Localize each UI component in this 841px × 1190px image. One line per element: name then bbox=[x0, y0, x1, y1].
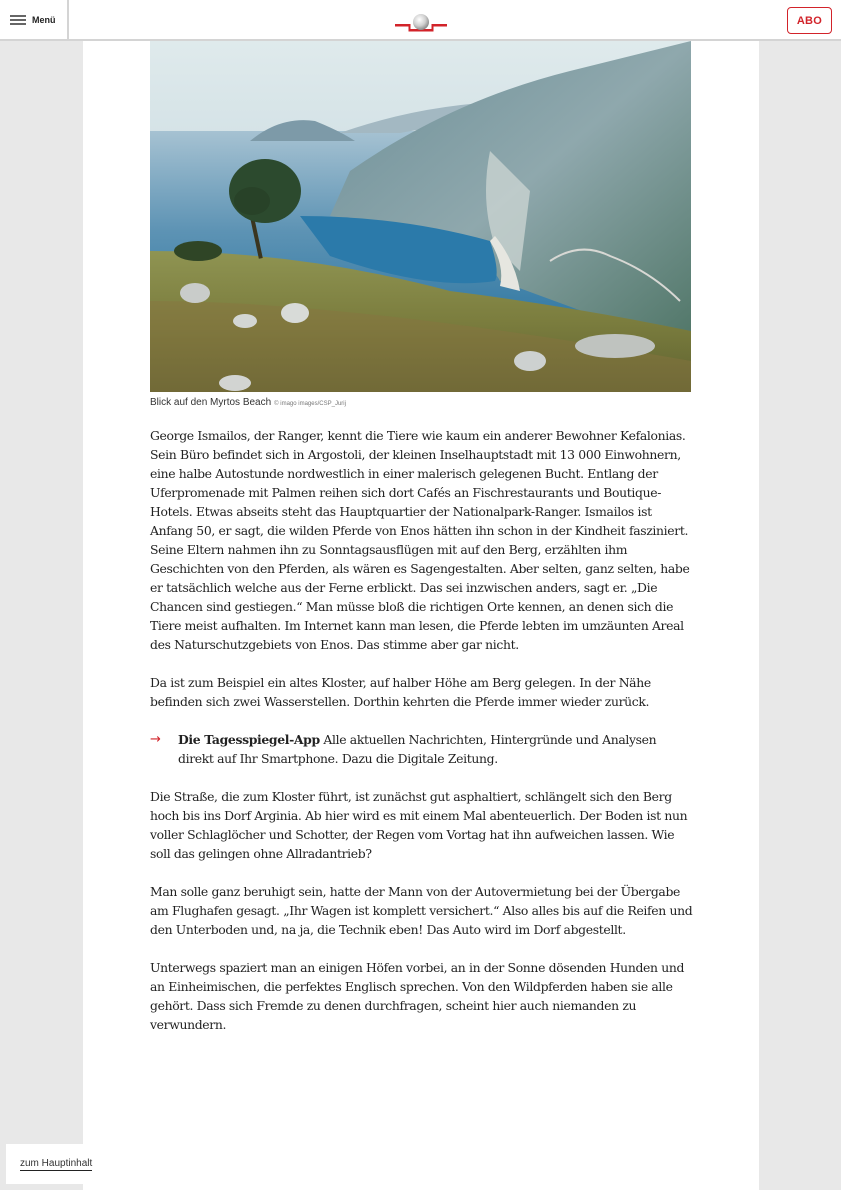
article-paragraph: Man solle ganz beruhigt sein, hatte der Mann von der Autovermietung bei der Übergabe am Flughafen gesagt. „Ihr Wagen ist komplett versichert.“ Also alles bis auf die Reifen und den Unterboden und, na ja, die Technik eben! Das Auto wird im Dorf abgestellt. bbox=[150, 884, 693, 937]
app-promo-text: Alle aktuellen Nachrichten, Hintergründe und Analysen direkt auf Ihr Smartphone. Dazu die Digitale Zeitung. bbox=[178, 732, 657, 766]
skip-link-container bbox=[6, 1144, 93, 1184]
article-column bbox=[83, 41, 759, 1190]
article-paragraph: Die Straße, die zum Kloster führt, ist zunächst gut asphaltiert, schlängelt sich den Berg hoch bis ins Dorf Arginia. Ab hier wird es mit einem Mal abenteuerlich. Der Boden ist nun voller Schlaglöcher und Schotter, der Regen vom Vortag hat ihn aufweichen lassen. Wie soll das gelingen ohne Allradantrieb? bbox=[150, 789, 688, 861]
image-caption bbox=[150, 397, 346, 408]
arrow-right-icon: → bbox=[150, 732, 161, 747]
app-promo-teaser[interactable] bbox=[150, 730, 695, 768]
menu-label: Menü bbox=[32, 14, 56, 25]
app-promo-link[interactable] bbox=[178, 732, 656, 766]
hero-image bbox=[150, 41, 691, 392]
article-body bbox=[150, 426, 695, 1053]
hamburger-icon bbox=[10, 14, 26, 25]
myrtos-beach-photo bbox=[150, 41, 691, 392]
abo-button[interactable]: ABO bbox=[787, 7, 832, 34]
app-promo-title: Die Tagesspiegel-App bbox=[178, 732, 320, 747]
article-paragraph: Unterwegs spaziert man an einigen Höfen vorbei, an in der Sonne dösenden Hunden und an Einheimischen, die perfektes Englisch sprechen. Von den Wildpferden haben sie alle gehört. Dass sich Fremde zu denen durchfragen, scheint hier auch niemanden zu verwundern. bbox=[150, 960, 685, 1032]
site-header bbox=[0, 0, 841, 41]
skip-to-main-content-link[interactable]: zum Hauptinhalt bbox=[20, 1158, 93, 1169]
article-paragraph: Da ist zum Beispiel ein altes Kloster, auf halber Höhe am Berg gelegen. In der Nähe befinden sich zwei Wasserstellen. Dorthin kehrten die Pferde immer wieder zurück. bbox=[150, 675, 651, 709]
article-paragraph: George Ismailos, der Ranger, kennt die Tiere wie kaum ein anderer Bewohner Kefalonias. Sein Büro befindet sich in Argostoli, der kleinen Inselhauptstadt mit 13 000 Einwohnern, eine halbe Autostunde nordwestlich in einer malerisch gelegenen Bucht. Entlang der Uferpromenade mit Palmen reihen sich dort Cafés an Fischrestaurants und Boutique-Hotels. Etwas abseits steht das Hauptquartier der Nationalpark-Ranger. Ismailos ist Anfang 50, er sagt, die wilden Pferde von Enos hätten ihn schon in der Kindheit fasziniert. Seine Eltern nahmen ihn zu Sonntagsausflügen mit auf den Berg, erzählten ihm Geschichten von den Pferden, als wären es Sagengestalten. Aber selten, ganz selten, habe er tatsächlich welche aus der Ferne erblickt. Das sei inzwischen anders, sagt er. „Die Chancen sind gestiegen.“ Man müsse bloß die richtigen Orte kennen, an denen sich die Tiere meist aufhalten. Im Internet kann man lesen, die Pferde lebten im umzäunten Areal des Naturschutzgebiets von Enos. Das stimme aber gar nicht. bbox=[150, 428, 690, 652]
site-logo[interactable] bbox=[395, 12, 447, 34]
menu-button[interactable] bbox=[0, 0, 69, 39]
image-credit: © imago images/CSP_Jurij bbox=[274, 401, 346, 407]
caption-text: Blick auf den Myrtos Beach bbox=[150, 397, 272, 408]
tagesspiegel-logo-icon bbox=[395, 12, 447, 34]
